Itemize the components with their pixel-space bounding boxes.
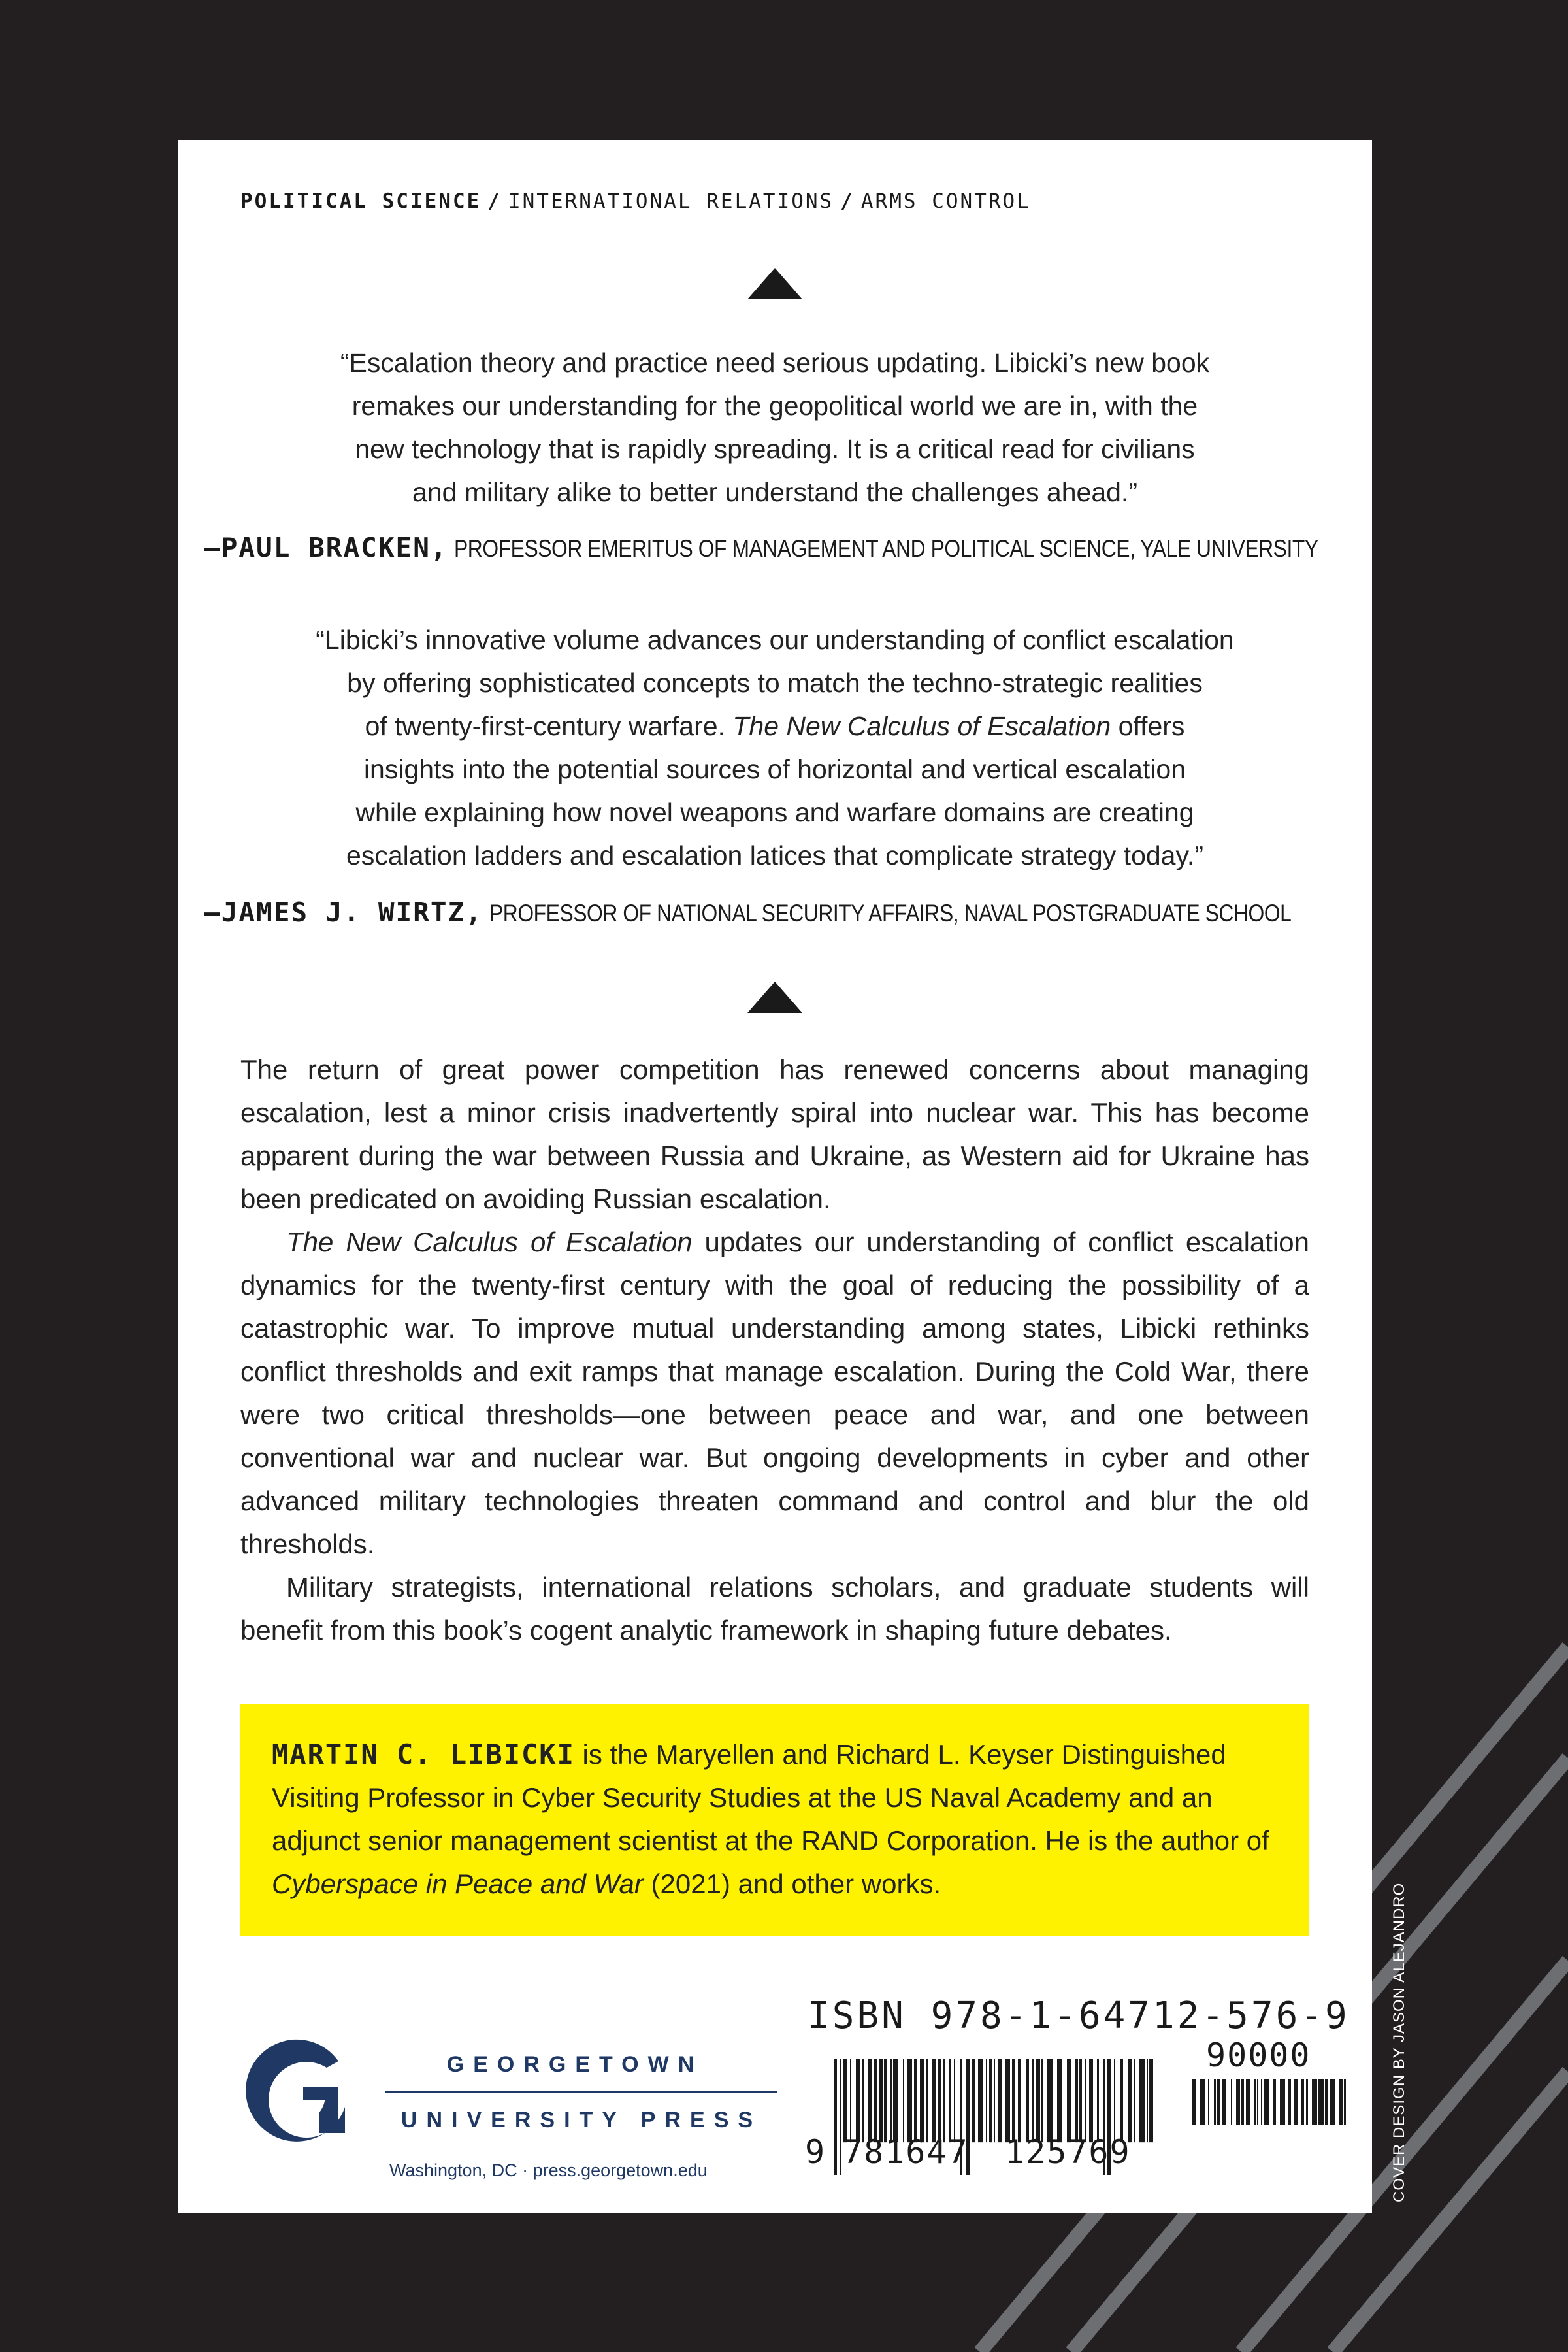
barcode-bar	[874, 2059, 877, 2142]
barcode-bar	[1026, 2059, 1029, 2142]
barcode-bar	[1288, 2079, 1291, 2125]
barcode-bar	[989, 2059, 992, 2142]
attribution-title: PROFESSOR EMERITUS OF MANAGEMENT AND POLITICAL SCIENCE, YALE UNIVERSITY	[454, 535, 1319, 562]
barcode-bar	[1128, 2059, 1132, 2142]
barcode-bar	[879, 2059, 883, 2142]
bio-book-title: Cyberspace in Peace and War	[272, 1868, 644, 1899]
attribution-wirtz	[204, 897, 1346, 928]
barcode-bar	[1036, 2059, 1040, 2142]
barcode-bar	[1254, 2079, 1256, 2125]
price-barcode	[1190, 2079, 1347, 2142]
barcode-bar	[1114, 2059, 1115, 2142]
barcode-bar	[1222, 2079, 1226, 2125]
barcode-bar	[1018, 2059, 1021, 2142]
attribution-dash: —	[204, 897, 221, 928]
barcode-bar	[1057, 2059, 1062, 2142]
barcode-bar	[1097, 2059, 1099, 2142]
barcode-bar	[949, 2059, 951, 2142]
barcode-bar	[1067, 2059, 1071, 2142]
barcode-bar	[1208, 2079, 1209, 2125]
barcode-bar	[1280, 2079, 1285, 2125]
barcode-bar	[1339, 2079, 1343, 2125]
quote-line: by offering sophisticated concepts to match the techno-strategic realities	[347, 668, 1203, 698]
barcode-bar	[1312, 2079, 1317, 2125]
quote-bracken	[237, 341, 1313, 514]
quote-text: of twenty-first-century warfare.	[365, 711, 725, 741]
quote-line: “Libicki’s innovative volume advances our understanding of conflict escalation	[316, 625, 1234, 655]
barcode-bar	[1200, 2079, 1205, 2125]
barcode-bar	[1149, 2059, 1153, 2142]
barcode-bar	[843, 2059, 847, 2142]
barcode-bar	[1344, 2079, 1346, 2125]
barcode-bar	[1041, 2059, 1043, 2142]
barcode-bar	[1005, 2059, 1010, 2142]
barcode-bar	[1273, 2079, 1276, 2125]
book-title-italic: The New Calculus of Escalation	[732, 711, 1111, 741]
barcode-bar	[1246, 2079, 1250, 2125]
barcode-bar	[1134, 2059, 1135, 2142]
barcode-bar	[1214, 2079, 1216, 2125]
barcode-bar	[903, 2059, 904, 2142]
category-separator-1: /	[487, 190, 502, 213]
barcode-bar	[1217, 2079, 1220, 2125]
barcode-bar	[994, 2059, 995, 2142]
book-title-italic: The New Calculus of Escalation	[286, 1227, 693, 1257]
category-separator-2: /	[840, 190, 855, 213]
author-name: MARTIN C. LIBICKI	[272, 1738, 575, 1770]
barcode-bar	[932, 2059, 936, 2142]
barcode-bar	[1241, 2079, 1244, 2125]
barcode-digits-right: 125769	[1005, 2133, 1131, 2171]
barcode-bar	[1325, 2079, 1328, 2125]
quote-line: and military alike to better understand the challenges ahead.”	[412, 477, 1137, 507]
barcode-bar	[1264, 2079, 1269, 2125]
description-paragraph-3: Military strategists, international relations scholars, and graduate students will benefit from this book’s cogent analytic framework in shaping future debates.	[240, 1572, 1309, 1646]
barcode-bar	[943, 2059, 945, 2142]
barcode-bar	[1236, 2079, 1240, 2125]
barcode-bar	[1085, 2059, 1086, 2142]
attribution-name: JAMES J. WIRTZ,	[221, 897, 483, 928]
description-paragraph-1: The return of great power competition has renewed concerns about managing escalation, lest a minor crisis inadvertently spiral into nuclear war. This has become apparent during the war between Russia and Ukraine, as Western aid for Ukraine has been predicated on avoiding Russian escalation.	[240, 1054, 1309, 1214]
press-name-line1: GEORGETOWN	[446, 2052, 704, 2077]
cover-design-credit: COVER DESIGN BY JASON ALEJANDRO	[1390, 1882, 1408, 2202]
barcode-bar	[1032, 2059, 1034, 2142]
quote-line: “Escalation theory and practice need serious updating. Libicki’s new book	[340, 348, 1210, 378]
barcode-bar	[1079, 2059, 1082, 2142]
price-code: 90000	[1206, 2036, 1311, 2074]
bio-text: (2021) and other works.	[643, 1868, 941, 1899]
barcode-bar	[1192, 2079, 1196, 2125]
quote-wirtz	[237, 618, 1313, 877]
barcode-bar	[840, 2059, 841, 2175]
triangle-ornament-top	[747, 268, 802, 299]
attribution-dash: —	[204, 532, 221, 563]
barcode-bar	[1075, 2059, 1078, 2142]
press-location: Washington, DC · press.georgetown.edu	[389, 2161, 708, 2180]
description-paragraph-2	[240, 1221, 1309, 1566]
barcode-bar	[1261, 2079, 1262, 2125]
barcode-bar	[938, 2059, 941, 2142]
barcode-bar	[1306, 2079, 1308, 2125]
barcode-bar	[972, 2059, 975, 2142]
author-bio-box	[240, 1704, 1309, 1936]
quote-text: offers	[1118, 711, 1185, 741]
barcode-bar	[890, 2059, 892, 2142]
barcode-bar	[884, 2059, 887, 2142]
category-line	[240, 190, 1031, 213]
barcode-bar	[1294, 2079, 1298, 2125]
category-tertiary: ARMS CONTROL	[860, 190, 1031, 213]
barcode-bar	[1139, 2059, 1145, 2142]
category-secondary: INTERNATIONAL RELATIONS	[508, 190, 834, 213]
quote-line	[237, 704, 1313, 748]
barcode-bar	[1089, 2059, 1093, 2142]
barcode-bar	[1318, 2079, 1324, 2125]
press-name-line2: UNIVERSITY PRESS	[400, 2108, 762, 2132]
barcode-bar	[1147, 2059, 1148, 2142]
attribution-title: PROFESSOR OF NATIONAL SECURITY AFFAIRS, NAVAL POSTGRADUATE SCHOOL	[489, 900, 1292, 927]
barcode-bar	[998, 2059, 1002, 2142]
category-primary: POLITICAL SCIENCE	[240, 190, 482, 213]
back-cover-panel	[178, 140, 1372, 2213]
barcode-digits-left: 781647	[843, 2133, 969, 2171]
book-description	[240, 1048, 1309, 1652]
barcode-bar	[850, 2059, 851, 2142]
barcode-bar	[920, 2059, 924, 2142]
barcode-bar	[978, 2059, 983, 2142]
description-text: updates our understanding of conflict escalation dynamics for the twenty-first century with the goal of reducing the possibility of a catastrophic war. To improve mutual understanding among states, Libicki rethinks conflict thresholds and exit ramps that manage escalation. During the Cold War, there were two critical thresholds—one between peace and war, and one between conventional war and nuclear war. But ongoing developments in cyber and other advanced military technologies threaten command and control and blur the old thresholds.	[240, 1227, 1309, 1559]
barcode-bar	[834, 2059, 837, 2175]
quote-line: insights into the potential sources of horizontal and vertical escalation	[363, 754, 1186, 784]
georgetown-g-logo	[240, 2035, 355, 2150]
quote-line: while explaining how novel weapons and warfare domains are creating	[355, 797, 1194, 827]
barcode-bar	[954, 2059, 955, 2142]
barcode-bar	[893, 2059, 898, 2142]
barcode-bar	[926, 2059, 928, 2142]
barcode-bar	[856, 2059, 860, 2142]
barcode-bar	[1257, 2079, 1258, 2125]
quote-line: new technology that is rapidly spreading. It is a critical read for civilians	[355, 434, 1195, 464]
barcode-bar	[986, 2059, 987, 2142]
isbn-text: ISBN 978-1-64712-576-9	[808, 1995, 1350, 2037]
barcode-bar	[1231, 2079, 1232, 2125]
attribution-bracken	[204, 532, 1346, 563]
barcode-digit-lead: 9	[805, 2133, 826, 2171]
barcode-bar	[862, 2059, 864, 2142]
barcode-bar	[868, 2059, 872, 2142]
press-divider	[385, 2091, 777, 2093]
barcode-bar	[1301, 2079, 1304, 2125]
barcode-bar	[1330, 2079, 1335, 2125]
barcode-bar	[1012, 2059, 1015, 2142]
barcode-bar	[1047, 2059, 1053, 2142]
triangle-ornament-middle	[747, 982, 802, 1013]
bio-text: is the Maryellen and Richard L. Keyser Distinguished Visiting Professor in Cyber Security Studies at the US Naval Academy and an adjunct senior management scientist at the RAND Corporation. He is the author of	[272, 1739, 1269, 1856]
quote-line: remakes our understanding for the geopolitical world we are in, with the	[351, 391, 1198, 421]
barcode-bar	[1120, 2059, 1123, 2142]
quote-line: escalation ladders and escalation latices that complicate strategy today.”	[346, 840, 1203, 870]
barcode-bar	[914, 2059, 917, 2142]
attribution-name: PAUL BRACKEN,	[221, 532, 448, 563]
barcode-bar	[907, 2059, 912, 2142]
